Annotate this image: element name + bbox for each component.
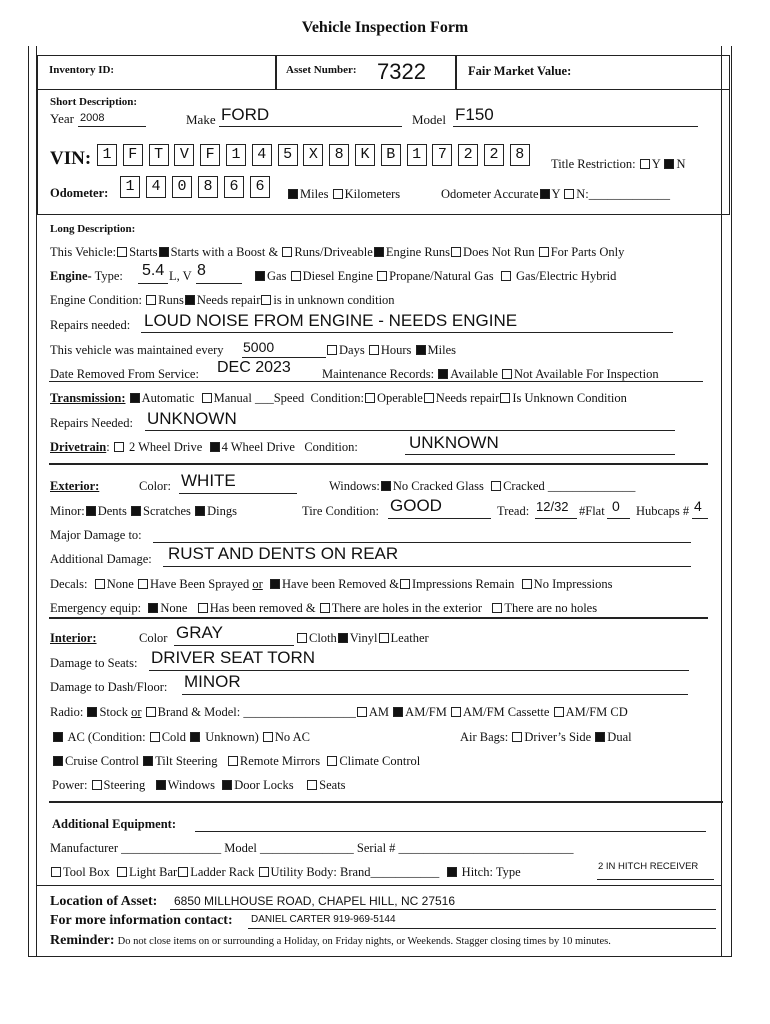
int-color-label: Color: [139, 631, 168, 645]
flat-label: #Flat: [579, 504, 605, 518]
additional-damage-value[interactable]: RUST AND DENTS ON REAR: [168, 544, 399, 563]
odometer-digit-box[interactable]: 6: [250, 176, 270, 198]
no-ac-checkbox[interactable]: [263, 732, 273, 742]
vin-char-box[interactable]: 7: [432, 144, 452, 166]
contact-value[interactable]: DANIEL CARTER 919-969-5144: [251, 914, 396, 925]
additional-damage-label: Additional Damage:: [50, 552, 152, 566]
vin-char-box[interactable]: 8: [510, 144, 530, 166]
toolbox-checkbox[interactable]: [51, 867, 61, 877]
liters-line: [138, 283, 168, 284]
int-color-value[interactable]: GRAY: [176, 623, 223, 642]
odometer-digit-box[interactable]: 1: [120, 176, 140, 198]
radio-brand-checkbox[interactable]: [146, 707, 156, 717]
section-divider-equipment: [49, 801, 723, 803]
liters-value[interactable]: 5.4: [142, 262, 165, 279]
equipment-line[interactable]: [195, 831, 706, 832]
dual-airbag-checkbox[interactable]: [595, 732, 605, 742]
no-cracked-checkbox[interactable]: [381, 481, 391, 491]
location-label: Location of Asset:: [50, 894, 158, 909]
tilt-checkbox[interactable]: [143, 756, 153, 766]
airbags-row: Air Bags: Driver’s Side Dual: [460, 730, 632, 744]
reminder-row: Reminder: Do not close items on or surrounding a Holiday, on Friday nights, or Weekends. Stagger closing times by 10 minutes.: [50, 933, 611, 948]
no-holes-checkbox[interactable]: [492, 603, 502, 613]
make-label: Make: [186, 112, 216, 127]
cyl-line: [196, 283, 242, 284]
cd-checkbox[interactable]: [554, 707, 564, 717]
drivetrain-condition-line: [405, 454, 675, 455]
propane-checkbox[interactable]: [377, 271, 387, 281]
section-divider-footer: [37, 885, 722, 886]
vin-char-box[interactable]: 5: [278, 144, 298, 166]
long-description-underline: [49, 381, 703, 382]
features-row: Cruise Control Tilt Steering Remote Mirrors Climate Control: [52, 754, 420, 769]
no-impressions-checkbox[interactable]: [522, 579, 532, 589]
trans-operable-checkbox[interactable]: [365, 393, 375, 403]
date-removed-value[interactable]: DEC 2023: [217, 359, 291, 376]
long-description-label: Long Description:: [50, 223, 136, 235]
engine-unknown-checkbox[interactable]: [261, 295, 271, 305]
vin-char-box[interactable]: 2: [484, 144, 504, 166]
vehicle-status-row: This Vehicle: Starts Starts with a Boost & Runs/Driveable Engine Runs Does Not Run For Parts Only: [50, 245, 625, 259]
engine-condition-row: Engine Condition: Runs Needs repair is in unknown condition: [50, 293, 395, 307]
section-divider-interior: [49, 617, 708, 619]
manufacturer-row[interactable]: Manufacturer ________________ Model _______________ Serial # ____________________________: [50, 841, 574, 855]
hitch-checkbox[interactable]: [447, 867, 457, 877]
year-label: Year: [50, 111, 74, 126]
maintained-units: Days Hours Miles: [326, 343, 456, 358]
lv-label: L, V: [169, 269, 192, 283]
manual-checkbox[interactable]: [202, 393, 212, 403]
hitch-line: [597, 879, 714, 880]
odometer-accurate-y-checkbox[interactable]: [540, 189, 550, 199]
seats-damage-line: [149, 670, 689, 671]
odometer-accurate-n-checkbox[interactable]: [564, 189, 574, 199]
odometer-digit-box[interactable]: 6: [224, 176, 244, 198]
ext-color-value[interactable]: WHITE: [181, 471, 236, 490]
exterior-label: Exterior:: [50, 479, 100, 493]
not-run-checkbox[interactable]: [451, 247, 461, 257]
engine-runs-checkbox[interactable]: [374, 247, 384, 257]
radio-row: Radio: Stock or Brand & Model: __________________ AM AM/FM AM/FM Cassette AM/FM CD: [50, 705, 628, 719]
kilometers-checkbox[interactable]: [333, 189, 343, 199]
decals-sprayed-checkbox[interactable]: [138, 579, 148, 589]
holes-checkbox[interactable]: [320, 603, 330, 613]
contact-line: [248, 928, 716, 929]
tread-line: [535, 518, 577, 519]
trans-needs-repair-checkbox[interactable]: [424, 393, 434, 403]
boost-checkbox[interactable]: [159, 247, 169, 257]
inventory-id-label: Inventory ID:: [49, 64, 115, 76]
dings-checkbox[interactable]: [195, 506, 205, 516]
leather-checkbox[interactable]: [379, 633, 389, 643]
asset-number-box[interactable]: [275, 55, 457, 90]
days-checkbox[interactable]: [327, 345, 337, 355]
cruise-checkbox[interactable]: [53, 756, 63, 766]
engine-needs-repair-checkbox[interactable]: [185, 295, 195, 305]
emergency-none-checkbox[interactable]: [148, 603, 158, 613]
power-seats-checkbox[interactable]: [307, 780, 317, 790]
major-damage-line[interactable]: [153, 542, 691, 543]
drivetrain-row: Drivetrain: 2 Wheel Drive 4 Wheel Drive Condition:: [50, 440, 358, 454]
decals-removed-checkbox[interactable]: [270, 579, 280, 589]
location-value[interactable]: 6850 MILLHOUSE ROAD, CHAPEL HILL, NC 27516: [174, 894, 456, 908]
trans-repairs-line: [145, 430, 675, 431]
fair-market-value-box[interactable]: [455, 55, 730, 90]
vin-char-box[interactable]: 1: [226, 144, 246, 166]
form-title: Vehicle Inspection Form: [301, 19, 469, 36]
additional-damage-line: [163, 566, 691, 567]
scratches-checkbox[interactable]: [131, 506, 141, 516]
vin-char-box[interactable]: V: [174, 144, 194, 166]
ac-cold-checkbox[interactable]: [150, 732, 160, 742]
amfm-checkbox[interactable]: [393, 707, 403, 717]
dents-checkbox[interactable]: [86, 506, 96, 516]
inventory-id-box[interactable]: [37, 55, 277, 90]
utility-checkbox[interactable]: [259, 867, 269, 877]
trans-repairs-label: Repairs Needed:: [50, 416, 133, 430]
automatic-checkbox[interactable]: [130, 393, 140, 403]
asset-number-label: Asset Number:: [286, 64, 357, 76]
vin-char-box[interactable]: 8: [329, 144, 349, 166]
year-value[interactable]: 2008: [80, 112, 105, 124]
climate-checkbox[interactable]: [327, 756, 337, 766]
make-value[interactable]: FORD: [221, 105, 270, 124]
repairs-needed-line: [141, 332, 673, 333]
decals-row: Decals: None Have Been Sprayed or Have been Removed & Impressions Remain No Impressions: [50, 577, 613, 591]
trans-repairs-value[interactable]: UNKNOWN: [147, 409, 237, 428]
cracked-checkbox[interactable]: [491, 481, 501, 491]
ext-color-line: [179, 493, 297, 494]
ladder-checkbox[interactable]: [178, 867, 188, 877]
repairs-needed-value[interactable]: LOUD NOISE FROM ENGINE - NEEDS ENGINE: [144, 311, 518, 330]
hitch-value[interactable]: 2 IN HITCH RECEIVER: [598, 861, 699, 872]
ext-color-label: Color:: [139, 479, 171, 493]
maintenance-records-row: Maintenance Records: Available Not Available For Inspection: [322, 367, 659, 381]
fmv-label: Fair Market Value:: [468, 64, 572, 78]
vin-char-box[interactable]: 2: [458, 144, 478, 166]
tire-value[interactable]: GOOD: [390, 496, 442, 515]
vin-char-box[interactable]: B: [381, 144, 401, 166]
dash-damage-label: Damage to Dash/Floor:: [50, 680, 168, 694]
vin-char-box[interactable]: 4: [252, 144, 272, 166]
vin-char-box[interactable]: T: [149, 144, 169, 166]
hubcaps-line: [692, 518, 708, 519]
maintained-value[interactable]: 5000: [243, 339, 275, 355]
equipment-label: Additional Equipment:: [52, 817, 176, 831]
records-available-checkbox[interactable]: [438, 369, 448, 379]
location-line: [170, 909, 716, 910]
equipment-options-row: Tool Box Light Bar Ladder Rack Utility Body: Brand___________ Hitch: Type: [50, 865, 521, 880]
odometer-label: Odometer:: [50, 186, 109, 200]
power-steering-checkbox[interactable]: [92, 780, 102, 790]
odometer-accurate: Odometer Accurate Y N:_____________: [441, 187, 670, 201]
year-line: [78, 126, 146, 127]
cassette-checkbox[interactable]: [451, 707, 461, 717]
cylinders-value[interactable]: 8: [197, 262, 206, 279]
parts-only-checkbox[interactable]: [539, 247, 549, 257]
vin-char-box[interactable]: K: [355, 144, 375, 166]
power-locks-checkbox[interactable]: [222, 780, 232, 790]
two-wheel-checkbox[interactable]: [114, 442, 124, 452]
odometer-digit-box[interactable]: 4: [146, 176, 166, 198]
minor-row: Minor: Dents Scratches Dings: [50, 504, 237, 518]
miles-checkbox[interactable]: [288, 189, 298, 199]
title-restriction-n-checkbox[interactable]: [664, 159, 674, 169]
title-restriction-label: Title Restriction: Y N: [551, 157, 686, 171]
major-damage-label: Major Damage to:: [50, 528, 142, 542]
hours-checkbox[interactable]: [369, 345, 379, 355]
model-value[interactable]: F150: [455, 105, 494, 124]
windows-row: Windows: No Cracked Glass Cracked ______________: [329, 479, 636, 493]
title-restriction-y-checkbox[interactable]: [640, 159, 650, 169]
cloth-checkbox[interactable]: [297, 633, 307, 643]
maintained-label: This vehicle was maintained every: [50, 343, 224, 357]
vin-char-box[interactable]: 1: [407, 144, 427, 166]
four-wheel-checkbox[interactable]: [210, 442, 220, 452]
make-line: [219, 126, 402, 127]
section-divider-exterior: [49, 463, 708, 465]
engine-runs-cond-checkbox[interactable]: [146, 295, 156, 305]
records-not-available-checkbox[interactable]: [502, 369, 512, 379]
radio-stock-checkbox[interactable]: [87, 707, 97, 717]
seats-damage-value[interactable]: DRIVER SEAT TORN: [151, 648, 316, 667]
asset-number-value: 7322: [377, 59, 426, 84]
flat-line: [607, 518, 630, 519]
dash-damage-value[interactable]: MINOR: [184, 672, 241, 691]
vin-label: VIN:: [50, 148, 92, 169]
lightbar-checkbox[interactable]: [117, 867, 127, 877]
power-row: Power: Steering Windows Door Locks Seats: [52, 778, 346, 792]
hybrid-checkbox[interactable]: [501, 271, 511, 281]
emergency-row: Emergency equip: None Has been removed & There are holes in the exterior There are no holes: [50, 601, 598, 615]
repairs-needed-label: Repairs needed:: [50, 318, 131, 332]
vinyl-checkbox[interactable]: [338, 633, 348, 643]
tire-label: Tire Condition:: [302, 504, 379, 518]
miles-maint-checkbox[interactable]: [416, 345, 426, 355]
vin-char-box[interactable]: X: [303, 144, 323, 166]
emergency-removed-checkbox[interactable]: [198, 603, 208, 613]
vin-char-box[interactable]: F: [200, 144, 220, 166]
contact-label: For more information contact:: [50, 913, 233, 928]
starts-checkbox[interactable]: [117, 247, 127, 257]
runs-driveable-checkbox[interactable]: [282, 247, 292, 257]
power-windows-checkbox[interactable]: [156, 780, 166, 790]
ac-row: AC (Condition: Cold Unknown) No AC: [52, 730, 310, 745]
trans-unknown-checkbox[interactable]: [500, 393, 510, 403]
transmission-row: Transmission: Automatic Manual ___Speed Condition: Operable Needs repair Is Unknown Condition: [50, 391, 627, 405]
fuel-row: Gas Diesel Engine Propane/Natural Gas Gas/Electric Hybrid: [254, 269, 616, 284]
interior-label: Interior:: [50, 631, 97, 645]
gas-checkbox[interactable]: [255, 271, 265, 281]
decals-none-checkbox[interactable]: [95, 579, 105, 589]
vin-char-box[interactable]: 1: [97, 144, 117, 166]
am-checkbox[interactable]: [357, 707, 367, 717]
tire-line: [388, 518, 491, 519]
engine-type-row: Engine- Type:: [50, 269, 123, 283]
hubcaps-value[interactable]: 4: [694, 498, 702, 514]
odometer-units: Miles Kilometers: [287, 187, 400, 202]
flat-value[interactable]: 0: [612, 498, 620, 514]
driver-airbag-checkbox[interactable]: [512, 732, 522, 742]
upholstery-row: Cloth Vinyl Leather: [296, 631, 429, 646]
odometer-digit-box[interactable]: 0: [172, 176, 192, 198]
drivetrain-condition-value[interactable]: UNKNOWN: [409, 433, 499, 452]
tread-label: Tread:: [497, 504, 530, 518]
vin-char-box[interactable]: F: [123, 144, 143, 166]
int-color-line: [174, 645, 294, 646]
hubcaps-label: Hubcaps #: [636, 504, 690, 518]
model-label: Model: [412, 112, 446, 127]
maintained-line: [242, 357, 326, 358]
ac-checkbox[interactable]: [53, 732, 63, 742]
date-removed-label: Date Removed From Service:: [50, 367, 199, 381]
odometer-digit-box[interactable]: 8: [198, 176, 218, 198]
dash-damage-line: [182, 694, 688, 695]
diesel-checkbox[interactable]: [291, 271, 301, 281]
seats-damage-label: Damage to Seats:: [50, 656, 138, 670]
short-description-label: Short Description:: [50, 96, 138, 108]
ac-unknown-checkbox[interactable]: [190, 732, 200, 742]
model-line: [453, 126, 698, 127]
impressions-remain-checkbox[interactable]: [400, 579, 410, 589]
mirrors-checkbox[interactable]: [228, 756, 238, 766]
tread-value[interactable]: 12/32: [536, 499, 569, 514]
